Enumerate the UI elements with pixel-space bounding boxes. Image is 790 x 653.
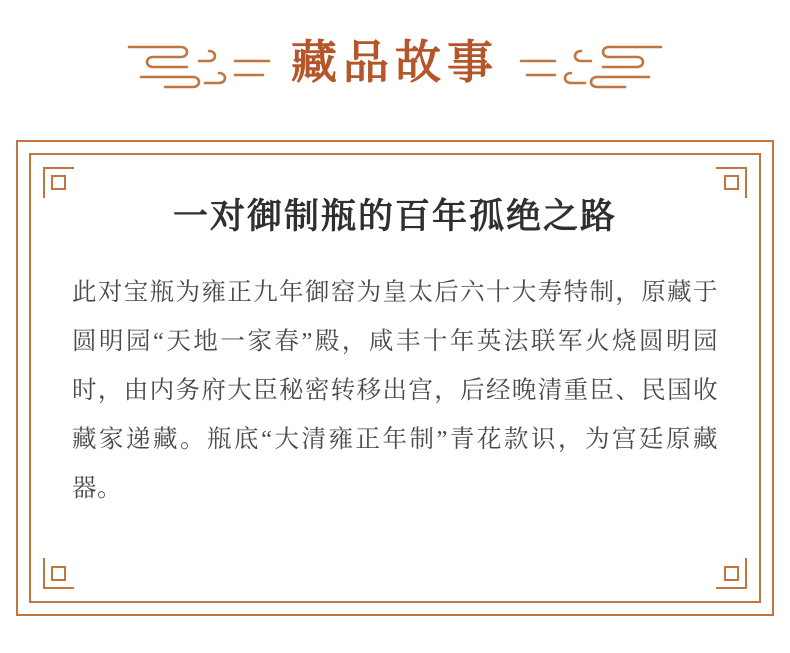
page-header	[0, 0, 790, 130]
header-inner	[123, 31, 667, 99]
page-title: 藏品故事	[291, 37, 499, 88]
story-content	[66, 190, 724, 578]
cloud-scroll-ornament-left-icon	[123, 31, 273, 99]
story-body: 此对宝瓶为雍正九年御窑为皇太后六十大寿特制，原藏于圆明园“天地一家春”殿，咸丰十年英法联军火烧圆明园时，由内务府大臣秘密转移出宫，后经晚清重臣、民国收藏家递藏。瓶底“大清雍正年制”青花款识，为宫廷原藏器。	[72, 279, 718, 502]
story-title: 一对御制瓶的百年孤绝之路	[172, 197, 617, 236]
story-frame	[14, 138, 776, 618]
cloud-scroll-ornament-right-icon	[517, 31, 667, 99]
